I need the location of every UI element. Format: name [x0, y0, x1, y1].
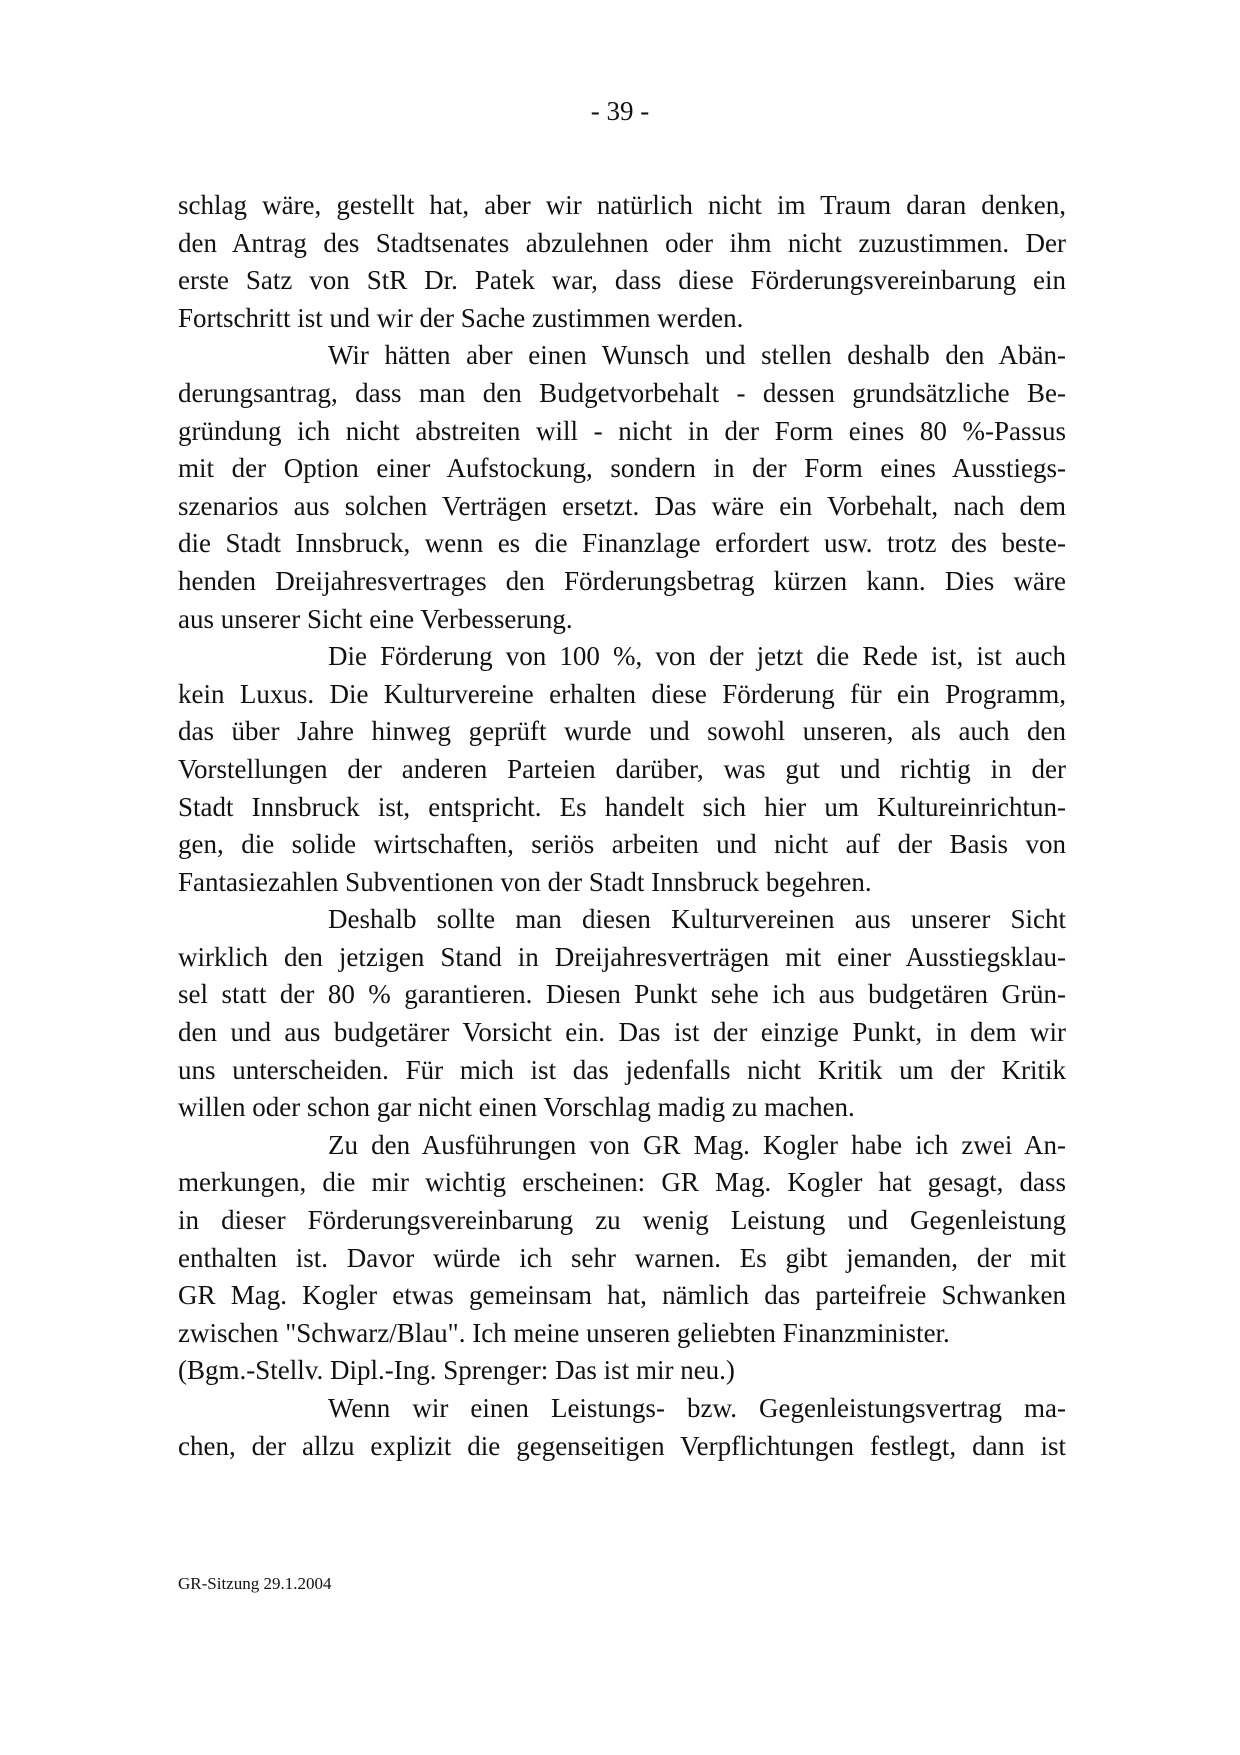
text-line: Fortschritt ist und wir der Sache zustimmen werden. — [178, 302, 744, 333]
text-line: GR Mag. Kogler etwas gemeinsam hat, nämlich das parteifreie Schwanken — [178, 1280, 1066, 1311]
text-line: mit der Option einer Aufstockung, sondern in der Form eines Ausstiegs- — [178, 453, 1066, 484]
text-line: merkungen, die mir wichtig erscheinen: GR Mag. Kogler hat gesagt, dass — [178, 1167, 1066, 1198]
text-line: chen, der allzu explizit die gegenseitigen Verpflichtungen festlegt, dann ist — [178, 1430, 1066, 1461]
text-line: gründung ich nicht abstreiten will - nicht in der Form eines 80 %-Passus — [178, 415, 1066, 446]
text-line: Wir hätten aber einen Wunsch und stellen deshalb den Abän- — [328, 340, 1066, 371]
text-line: Zu den Ausführungen von GR Mag. Kogler habe ich zwei An- — [328, 1129, 1066, 1160]
text-line: Deshalb sollte man diesen Kulturvereinen aus unserer Sicht — [328, 904, 1066, 935]
text-line: uns unterscheiden. Für mich ist das jedenfalls nicht Kritik um der Kritik — [178, 1054, 1066, 1085]
body-text — [178, 187, 1066, 1465]
interjection-line: (Bgm.-Stellv. Dipl.-Ing. Sprenger: Das ist mir neu.) — [178, 1355, 735, 1386]
text-line: die Stadt Innsbruck, wenn es die Finanzlage erfordert usw. trotz des beste- — [178, 528, 1066, 559]
text-line: in dieser Förderungsvereinbarung zu wenig Leistung und Gegenleistung — [178, 1205, 1066, 1236]
text-line: den Antrag des Stadtsenates abzulehnen oder ihm nicht zuzustimmen. Der — [178, 227, 1066, 258]
text-line: enthalten ist. Davor würde ich sehr warnen. Es gibt jemanden, der mit — [178, 1242, 1066, 1273]
text-line: wirklich den jetzigen Stand in Dreijahresverträgen mit einer Ausstiegsklau- — [178, 941, 1066, 972]
text-line: das über Jahre hinweg geprüft wurde und sowohl unseren, als auch den — [178, 716, 1066, 747]
text-line: Stadt Innsbruck ist, entspricht. Es handelt sich hier um Kultureinrichtun- — [178, 791, 1066, 822]
text-line: Fantasiezahlen Subventionen von der Stadt Innsbruck begehren. — [178, 866, 872, 897]
text-line: den und aus budgetärer Vorsicht ein. Das ist der einzige Punkt, in dem wir — [178, 1017, 1066, 1048]
text-line: derungsantrag, dass man den Budgetvorbehalt - dessen grundsätzliche Be- — [178, 377, 1066, 408]
text-line: gen, die solide wirtschaften, seriös arbeiten und nicht auf der Basis von — [178, 829, 1066, 860]
text-line: Wenn wir einen Leistungs- bzw. Gegenleistungsvertrag ma- — [328, 1393, 1066, 1423]
text-line: sel statt der 80 % garantieren. Diesen Punkt sehe ich aus budgetären Grün- — [178, 979, 1066, 1010]
footer-text: GR-Sitzung 29.1.2004 — [178, 1574, 332, 1593]
text-line: Die Förderung von 100 %, von der jetzt die Rede ist, ist auch — [328, 641, 1066, 672]
text-line: szenarios aus solchen Verträgen ersetzt. Das wäre ein Vorbehalt, nach dem — [178, 490, 1066, 521]
text-line: aus unserer Sicht eine Verbesserung. — [178, 603, 573, 634]
text-line: zwischen "Schwarz/Blau". Ich meine unseren geliebten Finanzminister. — [178, 1317, 950, 1348]
page-number: - 39 - — [590, 96, 650, 126]
text-line: erste Satz von StR Dr. Patek war, dass diese Förderungsvereinbarung ein — [178, 265, 1066, 296]
text-line: Vorstellungen der anderen Parteien darüber, was gut und richtig in der — [178, 753, 1066, 784]
text-line: willen oder schon gar nicht einen Vorschlag madig zu machen. — [178, 1092, 855, 1123]
text-line: kein Luxus. Die Kulturvereine erhalten diese Förderung für ein Programm, — [178, 678, 1066, 709]
text-line: schlag wäre, gestellt hat, aber wir natürlich nicht im Traum daran denken, — [178, 190, 1066, 220]
text-line: henden Dreijahresvertrages den Förderungsbetrag kürzen kann. Dies wäre — [178, 565, 1066, 596]
